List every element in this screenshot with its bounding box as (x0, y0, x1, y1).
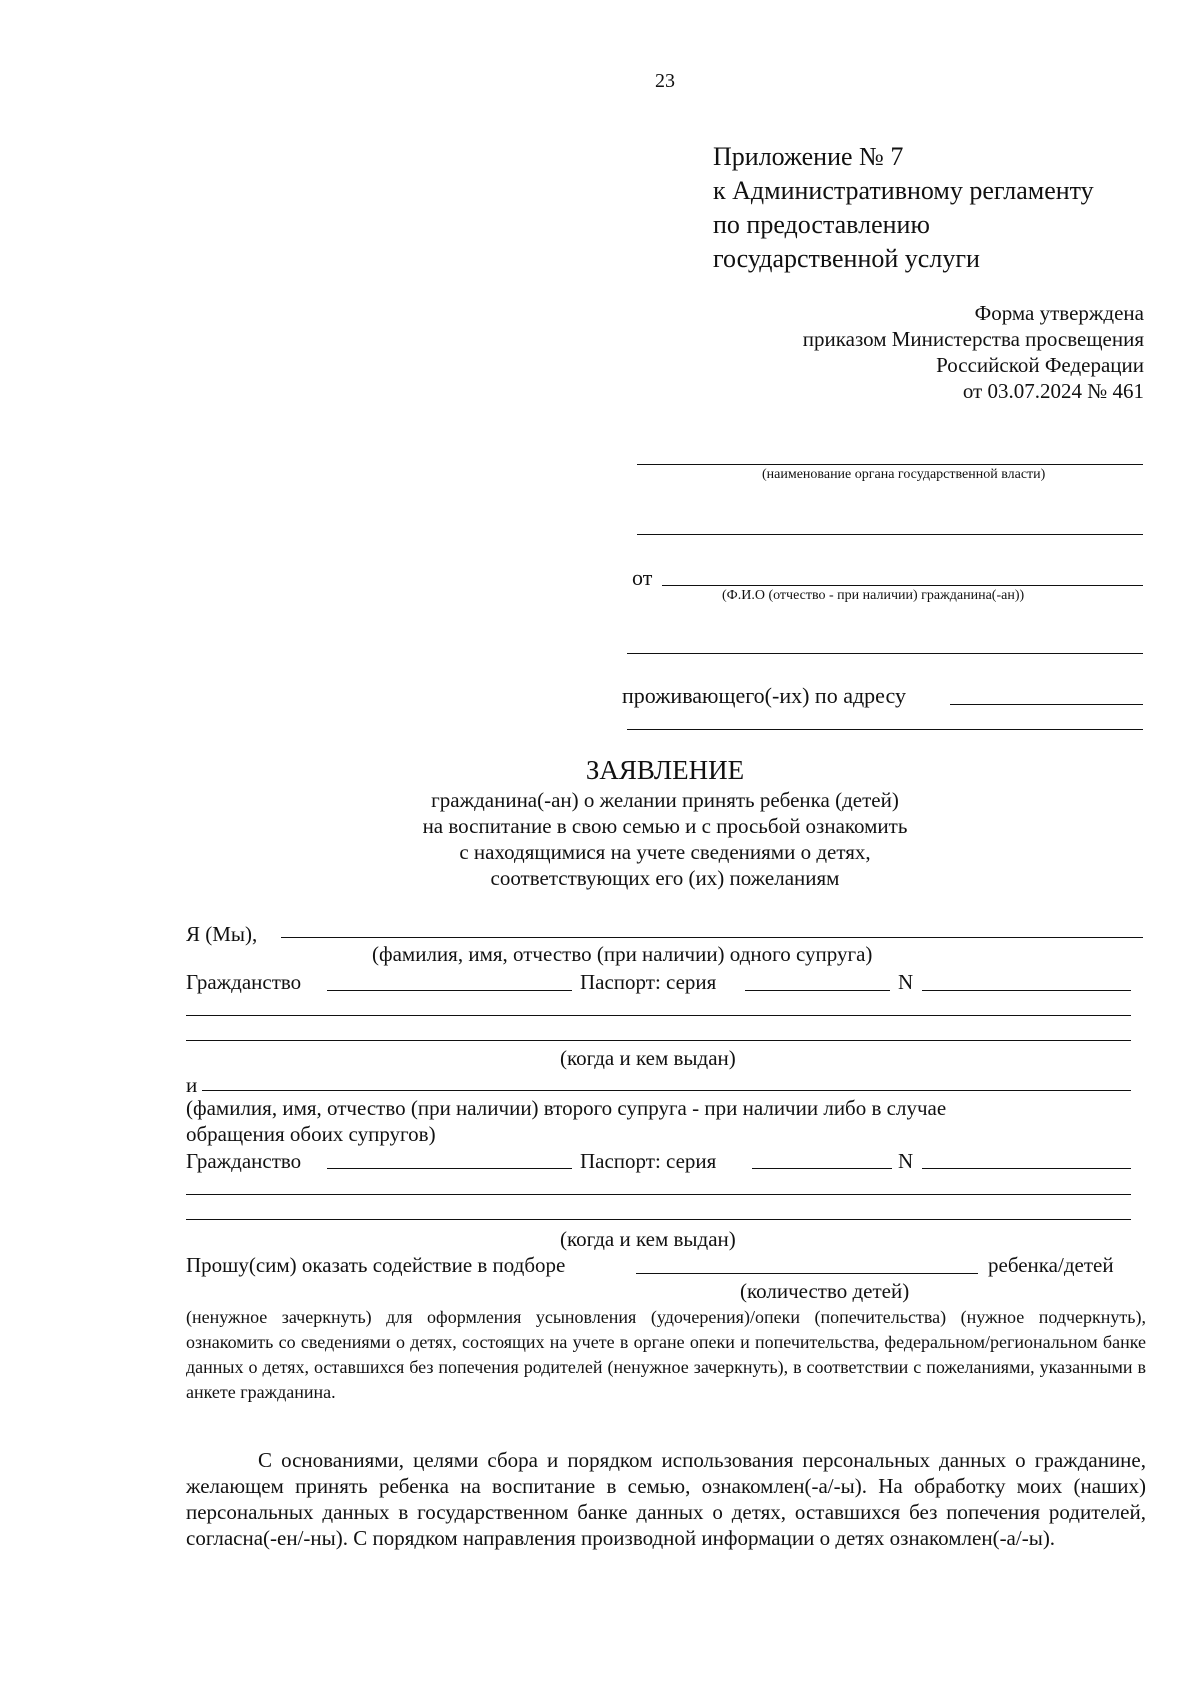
subtitle-line-1: гражданина(-ан) о желании принять ребенка (детей) (431, 788, 899, 812)
passport2-number-field[interactable] (922, 1168, 1131, 1169)
passport2-series-label: Паспорт: серия (580, 1149, 717, 1173)
passport1-series-field[interactable] (745, 990, 890, 991)
passport1-issued-hint: (когда и кем выдан) (560, 1046, 736, 1070)
document-title: ЗАЯВЛЕНИЕ (585, 755, 745, 785)
address-line-2[interactable] (627, 729, 1143, 730)
children-count-hint: (количество детей) (740, 1279, 910, 1303)
residing-label: проживающего(-их) по адресу (622, 683, 906, 708)
approval-line-2: приказом Министерства просвещения (802, 327, 1144, 351)
request-label: Прошу(сим) оказать содействие в подборе (186, 1253, 566, 1277)
spouse2-name-line[interactable] (202, 1090, 1131, 1091)
organ-name-line[interactable] (637, 464, 1143, 465)
approval-block (803, 300, 1144, 404)
passport1-issued-line-2[interactable] (186, 1040, 1131, 1041)
and-label: и (186, 1073, 198, 1097)
passport2-issued-hint: (когда и кем выдан) (560, 1227, 736, 1251)
consent-body: С основаниями, целями сбора и порядком использования персональных данных о гражданине, желающем принять ребенка на воспитание в семью, ознакомлен(-а/-ы). На обработку моих (наших) персональных данных в государственном банке данных о детях, оставшихся без попечения родителей, согласна(-ен/-ны). С порядком направления производной информации о детях ознакомлен(-а/-ы). (186, 1448, 1146, 1550)
spouse1-name-line[interactable] (281, 937, 1143, 938)
citizenship2-label: Гражданство (186, 1149, 302, 1173)
organ-name-hint: (наименование органа государственной власти) (762, 467, 1046, 482)
subtitle-line-3: с находящимися на учете сведениями о детях, (459, 840, 871, 864)
address-line[interactable] (950, 704, 1143, 705)
subtitle-line-2: на воспитание в свою семью и с просьбой ознакомить (422, 814, 908, 838)
request-suffix: ребенка/детей (988, 1253, 1114, 1277)
children-count-field[interactable] (636, 1273, 978, 1274)
request-body: (ненужное зачеркнуть) для оформления усыновления (удочерения)/опеки (попечительства) (нужное подчеркнуть), ознакомить со сведениями о детях, состоящих на учете в органе опеки и попечительства, федеральном/региональном банке данных о детях, оставшихся без попечения родителей (ненужное зачеркнуть), в соответствии с пожеланиями, указанными в анкете гражданина. (186, 1307, 1146, 1402)
passport2-issued-line[interactable] (186, 1194, 1131, 1195)
appendix-line-2: к Административному регламенту (713, 176, 1094, 205)
appendix-block (713, 140, 1094, 276)
organ-name-line-2[interactable] (637, 534, 1143, 535)
applicant-fio-hint: (Ф.И.О (отчество - при наличии) гражданина(-ан)) (722, 588, 1025, 603)
appendix-line-4: государственной услуги (713, 244, 980, 273)
appendix-line-3: по предоставлению (713, 210, 930, 239)
passport1-issued-line[interactable] (186, 1015, 1131, 1016)
approval-line-3: Российской Федерации (936, 353, 1144, 377)
citizenship2-field[interactable] (327, 1168, 572, 1169)
citizenship1-label: Гражданство (186, 970, 302, 994)
applicant-fio-line[interactable] (662, 585, 1143, 586)
passport1-number-field[interactable] (922, 990, 1131, 991)
approval-line-1: Форма утверждена (974, 301, 1144, 325)
spouse2-name-hint-2: обращения обоих супругов) (186, 1122, 436, 1146)
passport1-number-label: N (898, 970, 914, 994)
spouse2-name-hint-1: (фамилия, имя, отчество (при наличии) второго супруга - при наличии либо в случае (186, 1096, 947, 1120)
appendix-line-1: Приложение № 7 (713, 142, 904, 171)
passport2-series-field[interactable] (752, 1168, 892, 1169)
from-label: от (632, 565, 653, 590)
page-number: 23 (655, 70, 675, 92)
passport1-series-label: Паспорт: серия (580, 970, 717, 994)
passport2-issued-line-2[interactable] (186, 1219, 1131, 1220)
citizenship1-field[interactable] (327, 990, 572, 991)
passport2-number-label: N (898, 1149, 914, 1173)
approval-line-4: от 03.07.2024 № 461 (962, 379, 1144, 403)
document-subtitle (0, 787, 1200, 891)
applicant-fio-line-2[interactable] (627, 653, 1143, 654)
subtitle-line-4: соответствующих его (их) пожеланиям (490, 866, 840, 890)
spouse1-name-hint: (фамилия, имя, отчество (при наличии) одного супруга) (372, 942, 873, 966)
we-label: Я (Мы), (186, 922, 258, 946)
